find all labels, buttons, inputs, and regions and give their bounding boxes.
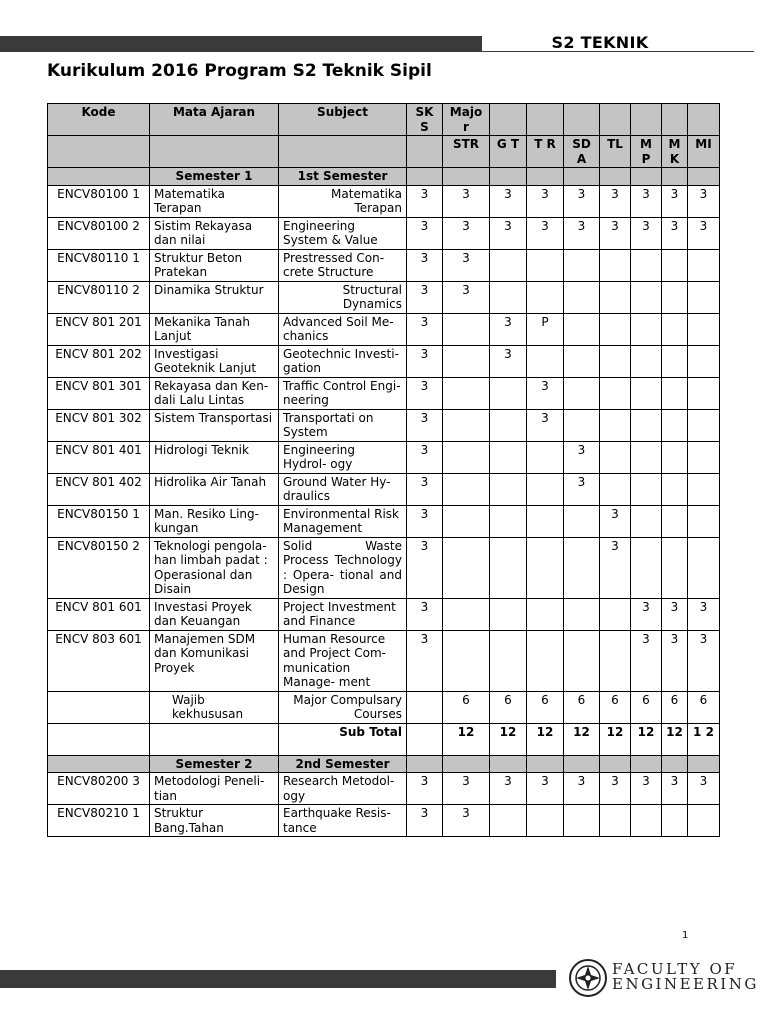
course-value xyxy=(564,249,600,281)
course-name-id: Sistim Rekayasa dan nilai xyxy=(150,217,279,249)
header-empty-cell xyxy=(279,136,407,168)
course-value: 3 xyxy=(407,441,443,473)
subtotal-label: Sub Total xyxy=(279,723,407,755)
course-code: ENCV 801 302 xyxy=(48,409,150,441)
course-value: 3 xyxy=(662,217,688,249)
course-value xyxy=(490,473,527,505)
course-value xyxy=(662,345,688,377)
course-value xyxy=(490,598,527,630)
course-value: 3 xyxy=(564,441,600,473)
header-major: Majo r xyxy=(443,104,490,136)
course-value xyxy=(688,505,720,537)
course-value xyxy=(527,473,564,505)
semester-2-row xyxy=(48,755,720,773)
semester-empty-cell xyxy=(443,755,490,773)
header-subject: Subject xyxy=(279,104,407,136)
table-subheader-row xyxy=(48,136,720,168)
course-name-id: Man. Resiko Ling- kungan xyxy=(150,505,279,537)
header-major-4: TL xyxy=(600,136,631,168)
course-value: 3 xyxy=(490,773,527,805)
course-name-en: Structural Dynamics xyxy=(279,281,407,313)
course-code: ENCV80200 3 xyxy=(48,773,150,805)
course-name-en: Engineering System & Value xyxy=(279,217,407,249)
course-value xyxy=(631,537,662,598)
course-name-en: Human Resource and Project Com- munication Manage- ment xyxy=(279,630,407,691)
course-value xyxy=(631,409,662,441)
course-row xyxy=(48,281,720,313)
faculty-line-1: FACULTY OF xyxy=(612,960,738,978)
course-value xyxy=(600,249,631,281)
course-name-en: Traffic Control Engi- neering xyxy=(279,377,407,409)
course-code: ENCV 801 402 xyxy=(48,473,150,505)
course-value xyxy=(564,598,600,630)
course-value: 3 xyxy=(407,805,443,837)
course-value xyxy=(527,345,564,377)
semester-empty-cell xyxy=(564,168,600,186)
course-value xyxy=(600,473,631,505)
university-seal-logo xyxy=(568,958,608,998)
course-value: 3 xyxy=(600,505,631,537)
course-value xyxy=(490,377,527,409)
course-row xyxy=(48,313,720,345)
semester-empty-cell xyxy=(490,168,527,186)
major-compulsory-row xyxy=(48,691,720,723)
semester-empty-cell xyxy=(407,168,443,186)
semester-empty-cell xyxy=(600,755,631,773)
course-value xyxy=(688,281,720,313)
empty-cell xyxy=(48,723,150,755)
semester-empty-cell xyxy=(688,755,720,773)
course-value xyxy=(631,441,662,473)
course-name-en: Environmental Risk Management xyxy=(279,505,407,537)
course-value: 3 xyxy=(631,630,662,691)
course-value xyxy=(600,345,631,377)
course-value xyxy=(600,409,631,441)
course-value: 3 xyxy=(527,773,564,805)
course-code: ENCV 801 401 xyxy=(48,441,150,473)
course-value xyxy=(662,441,688,473)
course-value: 3 xyxy=(527,185,564,217)
course-name-en: Geotechnic Investi- gation xyxy=(279,345,407,377)
subtotal-value: 12 xyxy=(662,723,688,755)
header-empty-cell xyxy=(527,104,564,136)
semester-empty-cell xyxy=(631,755,662,773)
course-value xyxy=(631,473,662,505)
course-name-id: Investasi Proyek dan Keuangan xyxy=(150,598,279,630)
course-value: 3 xyxy=(564,217,600,249)
course-row xyxy=(48,185,720,217)
course-code: ENCV80110 2 xyxy=(48,281,150,313)
course-value: 3 xyxy=(564,773,600,805)
course-code: ENCV80210 1 xyxy=(48,805,150,837)
course-code: ENCV 801 601 xyxy=(48,598,150,630)
course-name-en: Advanced Soil Me- chanics xyxy=(279,313,407,345)
course-value xyxy=(631,345,662,377)
course-value: 3 xyxy=(407,537,443,598)
course-value xyxy=(443,505,490,537)
course-value xyxy=(490,281,527,313)
course-value: 3 xyxy=(662,185,688,217)
header-empty-cell xyxy=(631,104,662,136)
course-name-id: Metodologi Peneli- tian xyxy=(150,773,279,805)
course-value: 3 xyxy=(443,185,490,217)
course-value: 3 xyxy=(564,185,600,217)
course-name-en: Research Metodol- ogy xyxy=(279,773,407,805)
empty-cell xyxy=(48,691,150,723)
course-value xyxy=(564,377,600,409)
semester-label-en: 1st Semester xyxy=(279,168,407,186)
faculty-line-2: ENGINEERING xyxy=(612,975,759,993)
course-value xyxy=(600,630,631,691)
course-value: 3 xyxy=(600,773,631,805)
course-value xyxy=(631,249,662,281)
semester-empty-cell xyxy=(527,755,564,773)
course-value: 3 xyxy=(527,217,564,249)
subtotal-value: 12 xyxy=(443,723,490,755)
course-row xyxy=(48,598,720,630)
course-value: 3 xyxy=(631,185,662,217)
course-value xyxy=(527,281,564,313)
semester-1-row xyxy=(48,168,720,186)
course-code: ENCV 801 301 xyxy=(48,377,150,409)
footer-bar xyxy=(0,970,556,988)
course-value: 3 xyxy=(407,505,443,537)
course-value xyxy=(688,409,720,441)
course-row xyxy=(48,630,720,691)
course-value: 3 xyxy=(407,630,443,691)
course-value: 3 xyxy=(631,598,662,630)
course-value xyxy=(564,345,600,377)
course-value xyxy=(527,249,564,281)
curriculum-table xyxy=(47,103,720,837)
course-name-en: Ground Water Hy- draulics xyxy=(279,473,407,505)
subtotal-value xyxy=(407,723,443,755)
course-value: 3 xyxy=(443,805,490,837)
course-value: 3 xyxy=(631,773,662,805)
wajib-value: 6 xyxy=(600,691,631,723)
course-value xyxy=(564,805,600,837)
course-value xyxy=(688,537,720,598)
course-value xyxy=(564,313,600,345)
header-bar xyxy=(0,36,482,52)
course-value: 3 xyxy=(600,537,631,598)
course-value xyxy=(662,377,688,409)
course-value xyxy=(688,313,720,345)
course-value xyxy=(662,805,688,837)
course-value xyxy=(600,313,631,345)
course-value: 3 xyxy=(407,598,443,630)
course-value: 3 xyxy=(662,598,688,630)
course-value xyxy=(490,630,527,691)
course-value: 3 xyxy=(407,345,443,377)
course-code: ENCV80100 1 xyxy=(48,185,150,217)
semester-empty-cell xyxy=(527,168,564,186)
course-code: ENCV 801 202 xyxy=(48,345,150,377)
course-value xyxy=(490,249,527,281)
course-value xyxy=(662,281,688,313)
course-value xyxy=(527,630,564,691)
subtotal-value: 1 2 xyxy=(688,723,720,755)
wajib-value: 6 xyxy=(688,691,720,723)
empty-cell xyxy=(150,723,279,755)
semester-empty-cell xyxy=(407,755,443,773)
course-value: 3 xyxy=(564,473,600,505)
course-value: 3 xyxy=(490,217,527,249)
page-number: 1 xyxy=(682,930,689,941)
semester-empty-cell xyxy=(662,168,688,186)
course-name-id: Mekanika Tanah Lanjut xyxy=(150,313,279,345)
course-value: 3 xyxy=(688,185,720,217)
header-major-3: SD A xyxy=(564,136,600,168)
course-row xyxy=(48,505,720,537)
course-name-en: Transportati on System xyxy=(279,409,407,441)
course-value: 3 xyxy=(490,313,527,345)
wajib-value xyxy=(407,691,443,723)
semester-empty-cell xyxy=(443,168,490,186)
course-value: 3 xyxy=(490,345,527,377)
course-row xyxy=(48,537,720,598)
course-value xyxy=(564,409,600,441)
course-value xyxy=(443,537,490,598)
semester-label: Semester 2 xyxy=(150,755,279,773)
faculty-wordmark xyxy=(612,960,759,993)
wajib-value: 6 xyxy=(564,691,600,723)
header-empty-cell xyxy=(662,104,688,136)
semester-empty-cell xyxy=(48,755,150,773)
course-value xyxy=(600,281,631,313)
course-value xyxy=(600,441,631,473)
course-value xyxy=(600,598,631,630)
wajib-label-en: Major Compulsary Courses xyxy=(279,691,407,723)
header-empty-cell xyxy=(490,104,527,136)
semester-label: Semester 1 xyxy=(150,168,279,186)
course-value xyxy=(443,313,490,345)
header-major-5: M P xyxy=(631,136,662,168)
course-row xyxy=(48,441,720,473)
course-value: 3 xyxy=(407,281,443,313)
course-value xyxy=(662,537,688,598)
course-row xyxy=(48,377,720,409)
wajib-value: 6 xyxy=(490,691,527,723)
course-value: 3 xyxy=(490,185,527,217)
course-value xyxy=(527,505,564,537)
semester-empty-cell xyxy=(600,168,631,186)
course-value xyxy=(688,345,720,377)
wajib-value: 6 xyxy=(527,691,564,723)
wajib-label: Wajib kekhususan xyxy=(150,691,279,723)
header-sks: SK S xyxy=(407,104,443,136)
course-value xyxy=(527,805,564,837)
header-title: S2 TEKNIK xyxy=(551,33,649,52)
course-value xyxy=(527,441,564,473)
course-value xyxy=(443,630,490,691)
header-empty-cell xyxy=(407,136,443,168)
course-row xyxy=(48,345,720,377)
course-value xyxy=(443,345,490,377)
header-empty-cell xyxy=(150,136,279,168)
semester-label-en: 2nd Semester xyxy=(279,755,407,773)
semester-empty-cell xyxy=(564,755,600,773)
semester-empty-cell xyxy=(662,755,688,773)
header-empty-cell xyxy=(564,104,600,136)
semester-empty-cell xyxy=(490,755,527,773)
course-value: P xyxy=(527,313,564,345)
course-value xyxy=(662,313,688,345)
course-value: 3 xyxy=(600,185,631,217)
course-name-id: Manajemen SDM dan Komunikasi Proyek xyxy=(150,630,279,691)
course-code: ENCV80110 1 xyxy=(48,249,150,281)
semester-empty-cell xyxy=(48,168,150,186)
course-value: 3 xyxy=(443,217,490,249)
course-value xyxy=(527,598,564,630)
header-empty-cell xyxy=(48,136,150,168)
course-value: 3 xyxy=(407,185,443,217)
course-value xyxy=(564,505,600,537)
course-value: 3 xyxy=(688,773,720,805)
course-value xyxy=(600,805,631,837)
wajib-value: 6 xyxy=(443,691,490,723)
subtotal-value: 12 xyxy=(490,723,527,755)
course-value: 3 xyxy=(600,217,631,249)
course-value xyxy=(564,630,600,691)
course-value: 3 xyxy=(688,630,720,691)
course-code: ENCV 801 201 xyxy=(48,313,150,345)
subtotal-value: 12 xyxy=(631,723,662,755)
subtotal-value: 12 xyxy=(527,723,564,755)
course-value: 3 xyxy=(407,313,443,345)
course-value xyxy=(443,473,490,505)
course-value xyxy=(688,249,720,281)
course-name-en: Engineering Hydrol- ogy xyxy=(279,441,407,473)
course-value xyxy=(688,377,720,409)
course-value xyxy=(631,313,662,345)
course-row xyxy=(48,473,720,505)
wajib-value: 6 xyxy=(662,691,688,723)
semester-empty-cell xyxy=(688,168,720,186)
course-value: 3 xyxy=(662,630,688,691)
course-value xyxy=(490,409,527,441)
course-value: 3 xyxy=(443,773,490,805)
course-value: 3 xyxy=(688,217,720,249)
course-value: 3 xyxy=(407,773,443,805)
course-name-id: Sistem Transportasi xyxy=(150,409,279,441)
course-name-id: Hidrologi Teknik xyxy=(150,441,279,473)
course-value xyxy=(688,473,720,505)
course-value: 3 xyxy=(407,409,443,441)
course-value: 3 xyxy=(407,217,443,249)
wajib-value: 6 xyxy=(631,691,662,723)
subtotal-value: 12 xyxy=(600,723,631,755)
header-mata-ajaran: Mata Ajaran xyxy=(150,104,279,136)
course-value xyxy=(662,473,688,505)
course-value: 3 xyxy=(527,409,564,441)
course-row xyxy=(48,773,720,805)
header-major-2: T R xyxy=(527,136,564,168)
course-value: 3 xyxy=(443,281,490,313)
course-value xyxy=(564,281,600,313)
course-name-en: Project Investment and Finance xyxy=(279,598,407,630)
course-row xyxy=(48,805,720,837)
header-major-0: STR xyxy=(443,136,490,168)
course-row xyxy=(48,217,720,249)
course-name-id: Matematika Terapan xyxy=(150,185,279,217)
course-row xyxy=(48,409,720,441)
course-name-en: Earthquake Resis- tance xyxy=(279,805,407,837)
course-code: ENCV 803 601 xyxy=(48,630,150,691)
course-value xyxy=(662,249,688,281)
course-value: 3 xyxy=(631,217,662,249)
course-value: 3 xyxy=(527,377,564,409)
course-value xyxy=(631,805,662,837)
course-value: 3 xyxy=(407,377,443,409)
course-name-id: Dinamika Struktur xyxy=(150,281,279,313)
semester-empty-cell xyxy=(631,168,662,186)
course-value: 3 xyxy=(407,473,443,505)
course-value xyxy=(631,377,662,409)
header-major-6: M K xyxy=(662,136,688,168)
course-value xyxy=(490,805,527,837)
header-major-1: G T xyxy=(490,136,527,168)
course-value xyxy=(443,598,490,630)
course-value: 3 xyxy=(407,249,443,281)
course-value xyxy=(443,377,490,409)
course-name-id: Investigasi Geoteknik Lanjut xyxy=(150,345,279,377)
course-value xyxy=(490,441,527,473)
course-value xyxy=(662,409,688,441)
course-value: 3 xyxy=(443,249,490,281)
course-value xyxy=(490,505,527,537)
course-value xyxy=(443,409,490,441)
subtotal-row xyxy=(48,723,720,755)
header-empty-cell xyxy=(688,104,720,136)
header-empty-cell xyxy=(600,104,631,136)
course-name-en: Matematika Terapan xyxy=(279,185,407,217)
course-value xyxy=(631,505,662,537)
document-title: Kurikulum 2016 Program S2 Teknik Sipil xyxy=(47,61,432,81)
course-name-id: Struktur Beton Pratekan xyxy=(150,249,279,281)
course-code: ENCV80100 2 xyxy=(48,217,150,249)
subtotal-value: 12 xyxy=(564,723,600,755)
course-value: 3 xyxy=(662,773,688,805)
course-value xyxy=(527,537,564,598)
header-major-7: MI xyxy=(688,136,720,168)
course-value xyxy=(564,537,600,598)
course-name-id: Hidrolika Air Tanah xyxy=(150,473,279,505)
course-value xyxy=(600,377,631,409)
course-value xyxy=(688,441,720,473)
course-value xyxy=(490,537,527,598)
course-name-id: Struktur Bang.Tahan xyxy=(150,805,279,837)
course-value xyxy=(631,281,662,313)
course-value xyxy=(662,505,688,537)
course-name-id: Rekayasa dan Ken- dali Lalu Lintas xyxy=(150,377,279,409)
course-name-en: Solid Waste Process Technology : Opera- tional and Design xyxy=(279,537,407,598)
course-value xyxy=(688,805,720,837)
course-value: 3 xyxy=(688,598,720,630)
table-header-row xyxy=(48,104,720,136)
header-kode: Kode xyxy=(48,104,150,136)
course-code: ENCV80150 2 xyxy=(48,537,150,598)
course-name-id: Teknologi pengola- han limbah padat : Operasional dan Disain xyxy=(150,537,279,598)
course-name-en: Prestressed Con- crete Structure xyxy=(279,249,407,281)
course-value xyxy=(443,441,490,473)
course-code: ENCV80150 1 xyxy=(48,505,150,537)
course-row xyxy=(48,249,720,281)
